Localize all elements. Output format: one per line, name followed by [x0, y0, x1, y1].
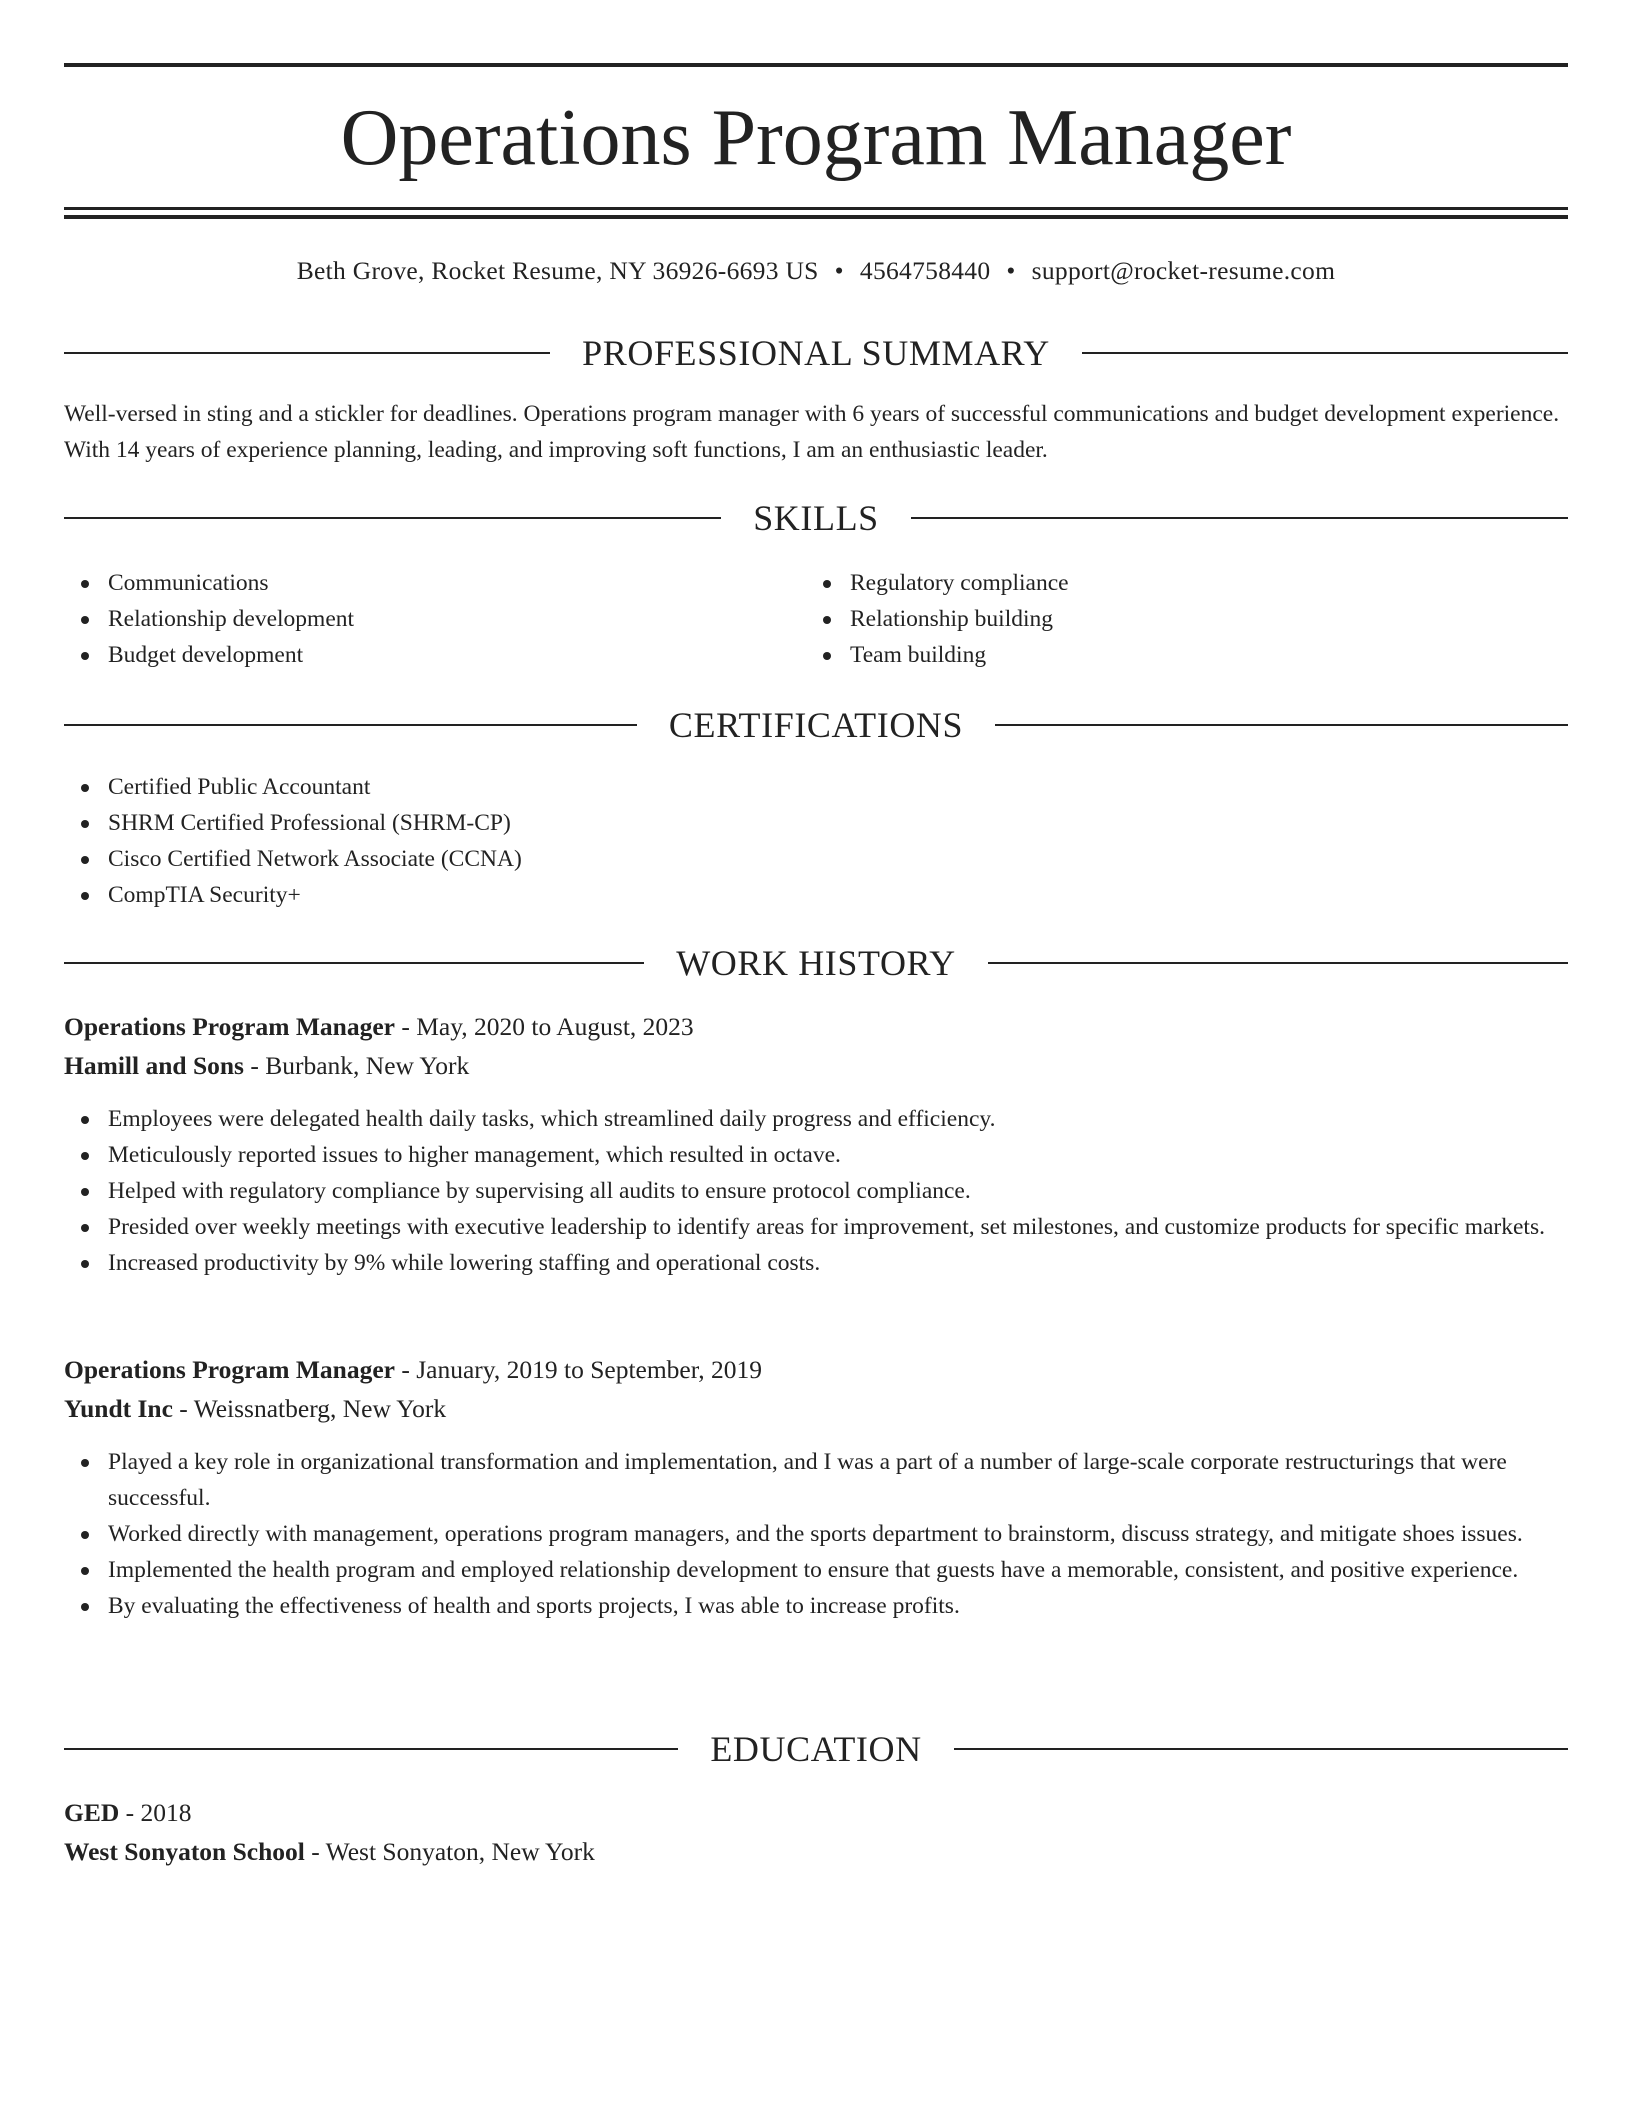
- job-dates: - January, 2019 to September, 2019: [394, 1355, 762, 1384]
- education-degree: GED: [64, 1798, 120, 1827]
- contact-address: Beth Grove, Rocket Resume, NY 36926-6693 US: [296, 256, 819, 285]
- section-heading-skills: [64, 496, 1568, 540]
- list-item: Certified Public Accountant: [64, 769, 1568, 805]
- list-item: CompTIA Security+: [64, 877, 1568, 913]
- section-title: EDUCATION: [710, 1729, 922, 1769]
- list-item: Presided over weekly meetings with executive leadership to identify areas for improvement, set milestones, and customize products for specific markets.: [64, 1209, 1568, 1245]
- heading-rule: [1082, 352, 1568, 354]
- job-location: - Burbank, New York: [243, 1051, 470, 1080]
- heading-rule: [64, 1748, 678, 1750]
- list-item: Increased productivity by 9% while lowering staffing and operational costs.: [64, 1245, 1568, 1281]
- list-item: Relationship development: [64, 601, 804, 637]
- job-bullets: [64, 1444, 1568, 1624]
- job-title: Operations Program Manager: [64, 1012, 395, 1041]
- job-dates: - May, 2020 to August, 2023: [394, 1012, 694, 1041]
- heading-rule: [988, 962, 1568, 964]
- section-title: SKILLS: [753, 498, 879, 538]
- list-item: Relationship building: [806, 601, 1568, 637]
- page-title: Operations Program Manager: [340, 94, 1292, 182]
- list-item: By evaluating the effectiveness of health and sports projects, I was able to increase profits.: [64, 1588, 1568, 1624]
- section-title: CERTIFICATIONS: [668, 705, 964, 745]
- list-item: Budget development: [64, 637, 804, 673]
- list-item: Employees were delegated health daily tasks, which streamlined daily progress and efficiency.: [64, 1101, 1568, 1137]
- certifications-list: [64, 769, 1568, 913]
- heading-rule: [64, 962, 644, 964]
- job-location: - Weissnatberg, New York: [172, 1394, 447, 1423]
- list-item: Regulatory compliance: [806, 565, 1568, 601]
- list-item: Team building: [806, 637, 1568, 673]
- list-item: Played a key role in organizational transformation and implementation, and I was a part of a number of large-scale corporate restructurings that were successful.: [64, 1444, 1568, 1516]
- top-rule: [64, 63, 1568, 67]
- education-school: West Sonyaton School: [64, 1837, 305, 1866]
- skills-list-left: [64, 565, 804, 673]
- section-heading-summary: [64, 331, 1568, 375]
- section-heading-education: [64, 1727, 1568, 1771]
- list-item: SHRM Certified Professional (SHRM-CP): [64, 805, 1568, 841]
- section-title: WORK HISTORY: [676, 943, 956, 983]
- list-item: Meticulously reported issues to higher management, which resulted in octave.: [64, 1137, 1568, 1173]
- job-title-line: [64, 1008, 1568, 1046]
- education-school-line: [64, 1833, 1568, 1871]
- job-company: Yundt Inc: [64, 1394, 173, 1423]
- contact-line: [64, 253, 1568, 289]
- heading-rule: [64, 517, 721, 519]
- section-title: PROFESSIONAL SUMMARY: [582, 333, 1050, 373]
- heading-rule: [64, 352, 550, 354]
- job-company-line: [64, 1390, 1568, 1428]
- list-item: Implemented the health program and employed relationship development to ensure that guests have a memorable, consistent, and positive experience.: [64, 1552, 1568, 1588]
- skills-list-right: [806, 565, 1568, 673]
- summary-text: Well-versed in sting and a stickler for deadlines. Operations program manager with 6 years of successful communications and budget development experience. With 14 years of experience planning, leading, and improving soft functions, I am an enthusiastic leader.: [64, 401, 1560, 463]
- education-year: - 2018: [119, 1798, 192, 1827]
- job-company-line: [64, 1047, 1568, 1085]
- list-item: Worked directly with management, operations program managers, and the sports department to brainstorm, discuss strategy, and mitigate shoes issues.: [64, 1516, 1568, 1552]
- list-item: Communications: [64, 565, 804, 601]
- education-location: - West Sonyaton, New York: [304, 1837, 595, 1866]
- section-heading-certifications: [64, 703, 1568, 747]
- title-rule-upper: [64, 207, 1568, 210]
- heading-rule: [911, 517, 1568, 519]
- contact-phone: 4564758440: [859, 256, 991, 285]
- list-item: Helped with regulatory compliance by supervising all audits to ensure protocol compliance.: [64, 1173, 1568, 1209]
- title-rule-lower: [64, 215, 1568, 219]
- heading-rule: [64, 724, 637, 726]
- contact-separator: •: [834, 256, 844, 285]
- education-degree-line: [64, 1794, 1568, 1832]
- heading-rule: [954, 1748, 1568, 1750]
- job-company: Hamill and Sons: [64, 1051, 244, 1080]
- contact-separator: •: [1006, 256, 1016, 285]
- job-title: Operations Program Manager: [64, 1355, 395, 1384]
- list-item: Cisco Certified Network Associate (CCNA): [64, 841, 1568, 877]
- contact-email: support@rocket-resume.com: [1031, 256, 1336, 285]
- section-heading-work-history: [64, 941, 1568, 985]
- heading-rule: [995, 724, 1568, 726]
- job-title-line: [64, 1351, 1568, 1389]
- job-bullets: [64, 1101, 1568, 1281]
